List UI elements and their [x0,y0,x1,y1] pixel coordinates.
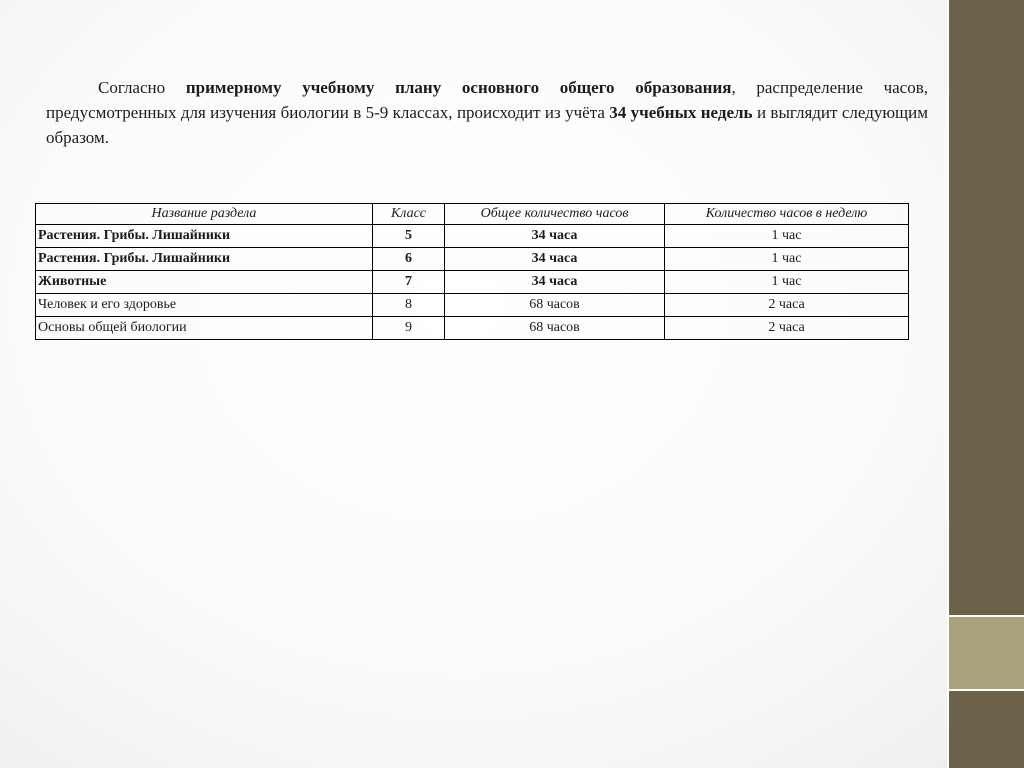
cell-weekly-hours: 1 час [665,225,909,248]
cell-total-hours: 34 часа [445,225,665,248]
cell-grade: 6 [373,248,445,271]
header-section: Название раздела [36,204,373,225]
cell-section: Растения. Грибы. Лишайники [36,225,373,248]
cell-grade: 7 [373,271,445,294]
cell-section: Человек и его здоровье [36,294,373,317]
intro-bold-weeks: 34 учебных недель [609,103,753,122]
cell-grade: 5 [373,225,445,248]
header-weekly-hours: Количество часов в неделю [665,204,909,225]
intro-bold-curriculum: примерному учебному плану основного общего образования [185,78,732,97]
cell-total-hours: 34 часа [445,248,665,271]
cell-total-hours: 34 часа [445,271,665,294]
cell-section: Растения. Грибы. Лишайники [36,248,373,271]
cell-section: Основы общей биологии [36,317,373,340]
hours-table [35,203,909,340]
table-row [36,248,909,271]
cell-weekly-hours: 1 час [665,271,909,294]
table-row [36,271,909,294]
header-total-hours: Общее количество часов [445,204,665,225]
table-header-row [36,204,909,225]
intro-text-1: Согласно [98,78,186,97]
table-row [36,317,909,340]
intro-text-2: , распределение часов, предусмотренных для изучения биологии в 5-9 классах, происходит из учёта [46,78,928,122]
intro-paragraph [46,75,928,150]
decorative-side-accent [947,615,1024,691]
header-grade: Класс [373,204,445,225]
cell-weekly-hours: 1 час [665,248,909,271]
table-row [36,294,909,317]
cell-total-hours: 68 часов [445,317,665,340]
cell-grade: 9 [373,317,445,340]
cell-weekly-hours: 2 часа [665,294,909,317]
cell-grade: 8 [373,294,445,317]
cell-weekly-hours: 2 часа [665,317,909,340]
cell-total-hours: 68 часов [445,294,665,317]
cell-section: Животные [36,271,373,294]
table-row [36,225,909,248]
intro-text-3: и выглядит следующим образом. [46,103,928,147]
